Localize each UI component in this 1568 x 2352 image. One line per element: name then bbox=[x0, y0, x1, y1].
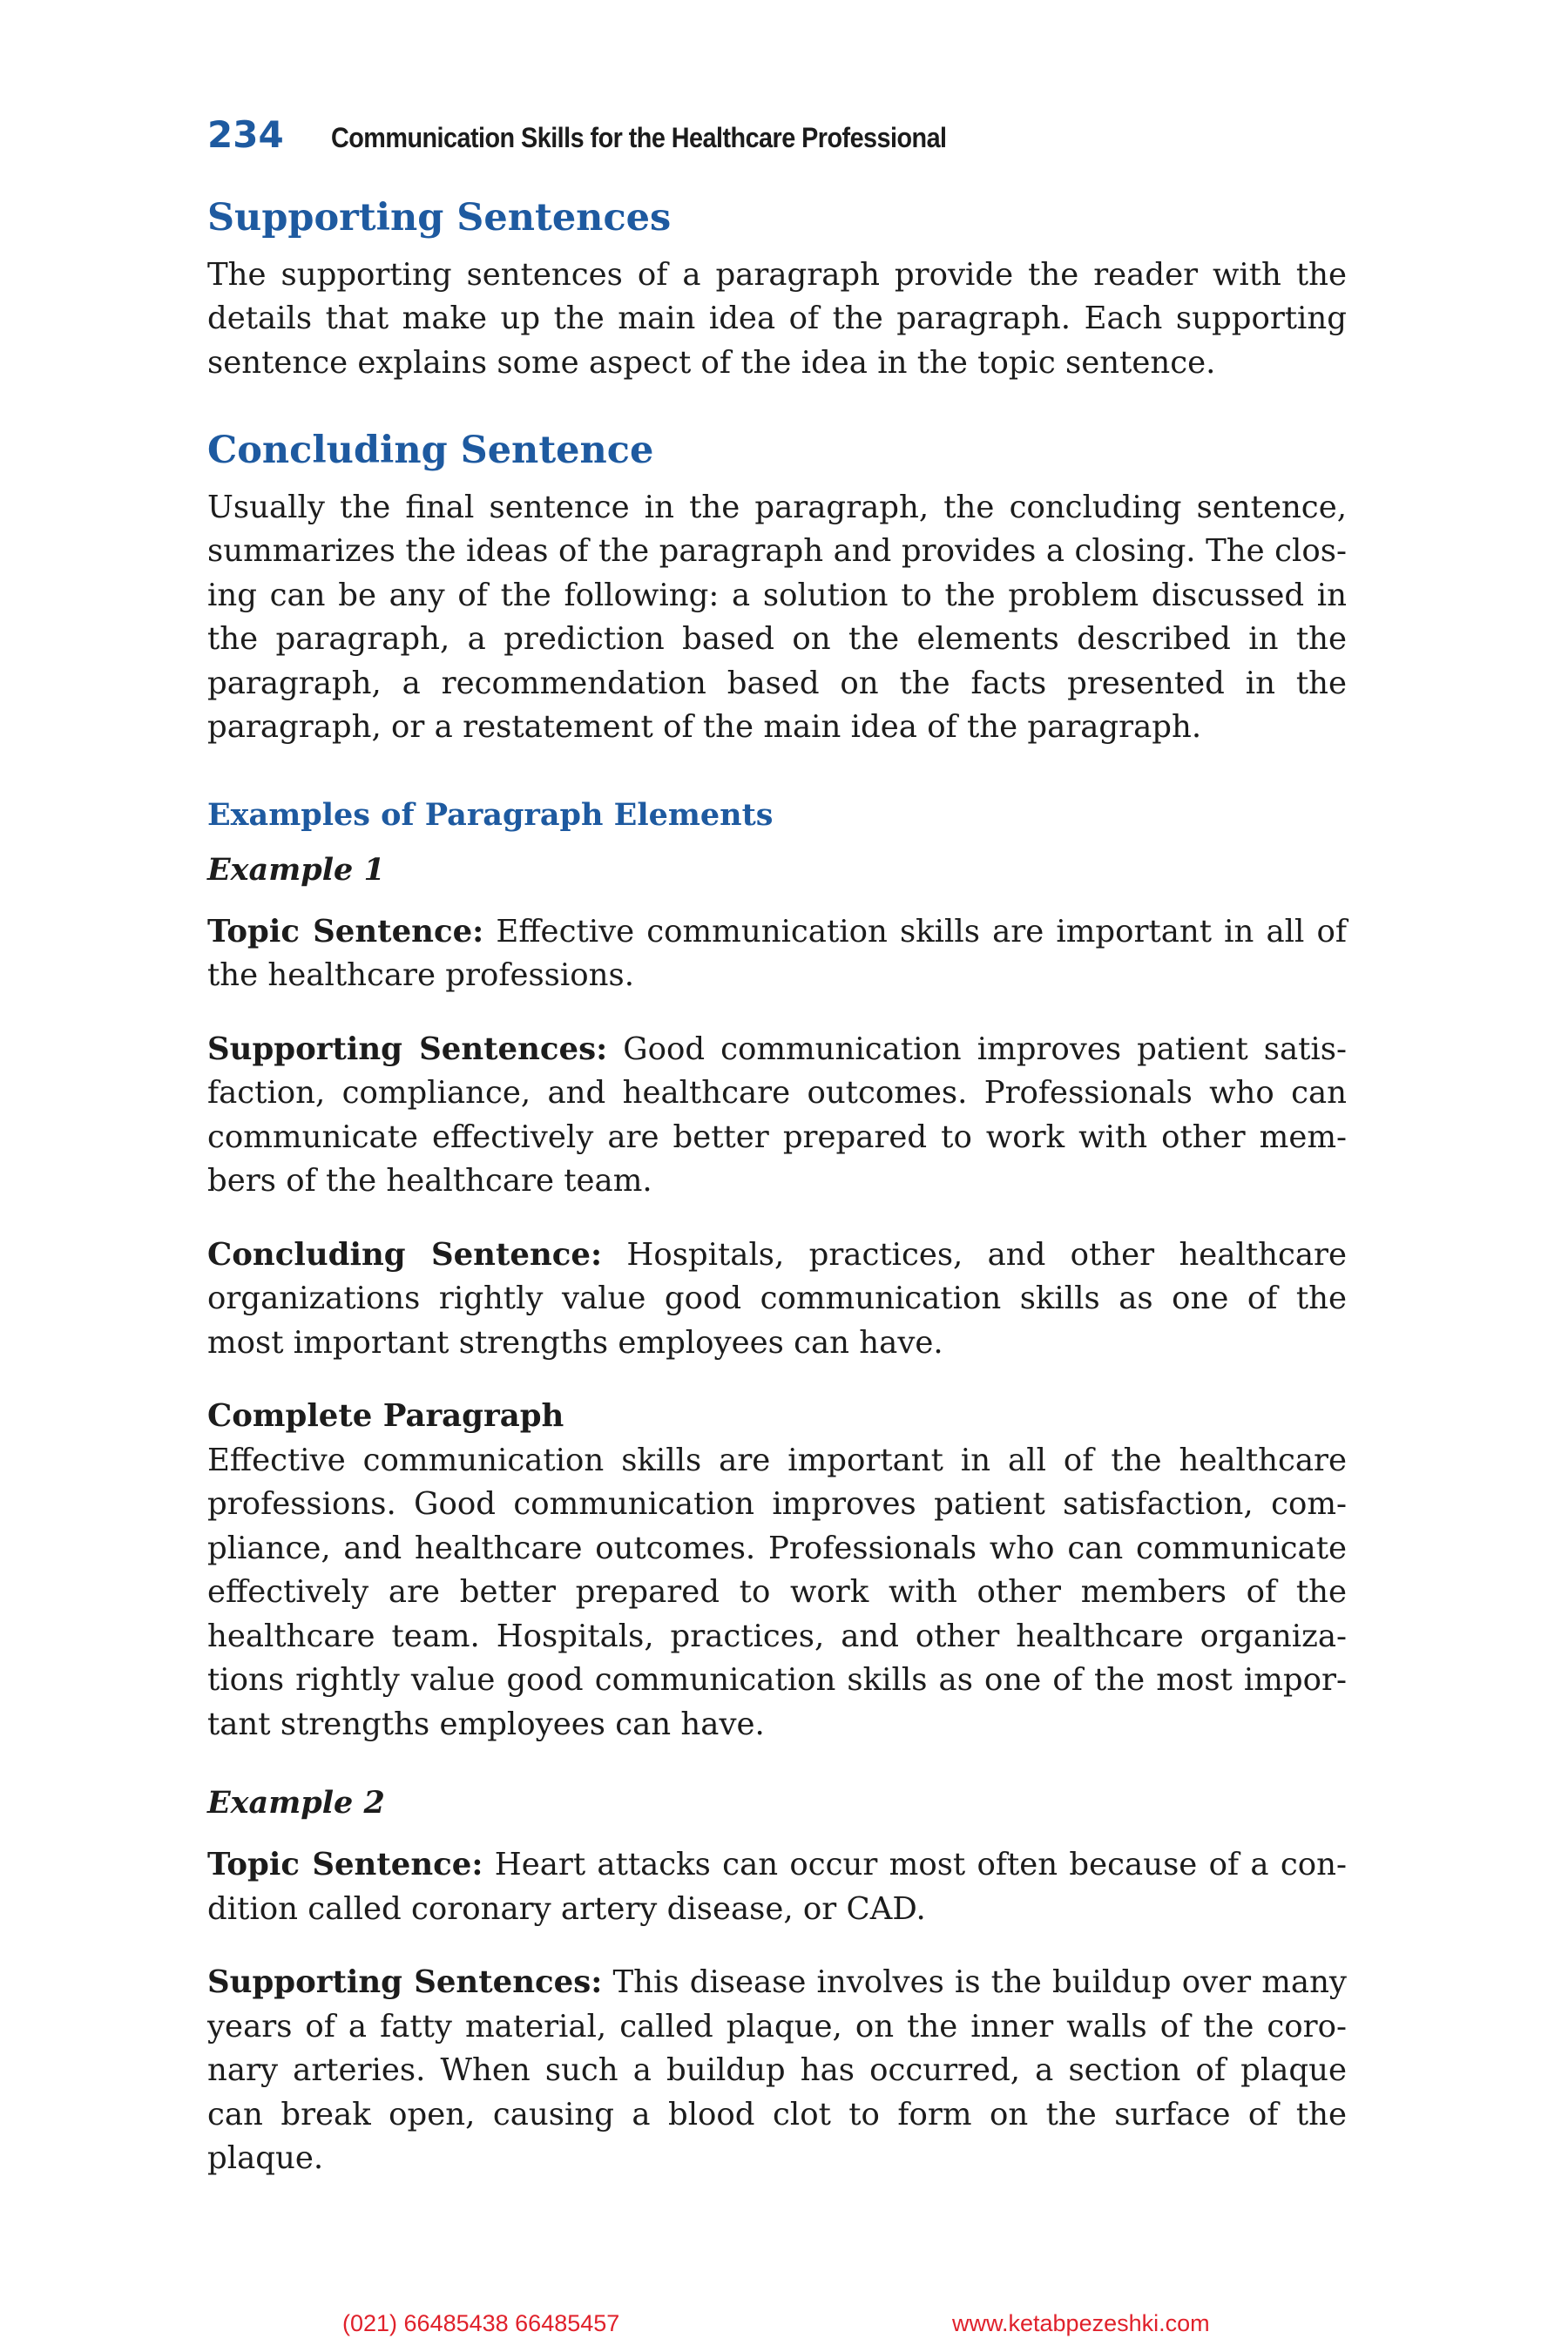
page-number: 234 bbox=[207, 113, 284, 156]
examples-heading: Examples of Paragraph Elements bbox=[207, 796, 774, 833]
example-1-topic bbox=[207, 910, 1347, 998]
example-1-title: Example 1 bbox=[207, 851, 385, 888]
example-1-supporting bbox=[207, 1028, 1347, 1204]
concluding-sentence-text: Hospitals, practices, and other healthcare organizations rightly value good communication skills as one of the most important strengths employees can have. bbox=[207, 1236, 1347, 1361]
topic-sentence-label: Topic Sentence: bbox=[207, 1847, 483, 1883]
section-heading-concluding: Concluding Sentence bbox=[207, 429, 654, 473]
example-2-title: Example 2 bbox=[207, 1785, 385, 1821]
supporting-sentences-text: This disease involves is the buildup over many years of a fatty material, called plaque, on the inner walls of the coronary arteries. When such a buildup has occurred, a section of plaque can break open, causing a blood clot to form on the surface of the plaque. bbox=[207, 1964, 1347, 2177]
topic-sentence-text: Effective communication skills are important in all of the healthcare professions. bbox=[207, 913, 1347, 994]
concluding-sentence-label: Concluding Sentence: bbox=[207, 1236, 603, 1273]
topic-sentence-text: Heart attacks can occur most often because of a condition called coronary artery disease, or CAD. bbox=[207, 1847, 1347, 1927]
complete-paragraph-text: Effective communication skills are important in all of the healthcare professions. Good communication improves patient satisfaction, compliance, and healthcare outcomes. Professionals who can communicate effectively are better prepared to work with other members of the healthcare team. Hospitals, practices, and other healthcare organizations rightly value good communication skills as one of the most important strengths employees can have. bbox=[207, 1442, 1347, 1742]
topic-sentence-label: Topic Sentence: bbox=[207, 913, 484, 950]
book-page bbox=[207, 113, 1347, 2211]
footer-url[interactable]: www.ketabpezeshki.com bbox=[952, 2310, 1210, 2336]
example-1-concluding bbox=[207, 1233, 1347, 1366]
complete-paragraph-label: Complete Paragraph bbox=[207, 1398, 564, 1435]
supporting-sentences-text: Good communication improves patient satisfaction, compliance, and healthcare outcomes. Professionals who can communicate effectively are better prepared to work with other members of the healthcare team. bbox=[207, 1031, 1347, 1200]
running-header bbox=[207, 113, 1347, 156]
section-heading-supporting: Supporting Sentences bbox=[207, 196, 672, 240]
footer-phone: (021) 66485438 66485457 bbox=[342, 2310, 620, 2336]
example-2-topic bbox=[207, 1843, 1347, 1931]
supporting-sentences-label: Supporting Sentences: bbox=[207, 1964, 603, 2001]
running-title: Communication Skills for the Healthcare Professional bbox=[330, 122, 947, 153]
example-2-supporting bbox=[207, 1961, 1347, 2181]
supporting-sentences-label: Supporting Sentences: bbox=[207, 1031, 608, 1067]
supporting-paragraph: The supporting sentences of a paragraph provide the reader with the details that make up the main idea of the paragraph. Each supporting sentence explains some aspect of the idea in the topic sentence. bbox=[207, 256, 1347, 381]
concluding-paragraph: Usually the final sentence in the paragraph, the concluding sentence, summarizes the ideas of the paragraph and provides a closing. The closing can be any of the following: a solution to the problem discussed in the paragraph, a prediction based on the elements described in the paragraph, a recommendation based on the facts presented in the paragraph, or a restatement of the main idea of the paragraph. bbox=[207, 489, 1347, 746]
